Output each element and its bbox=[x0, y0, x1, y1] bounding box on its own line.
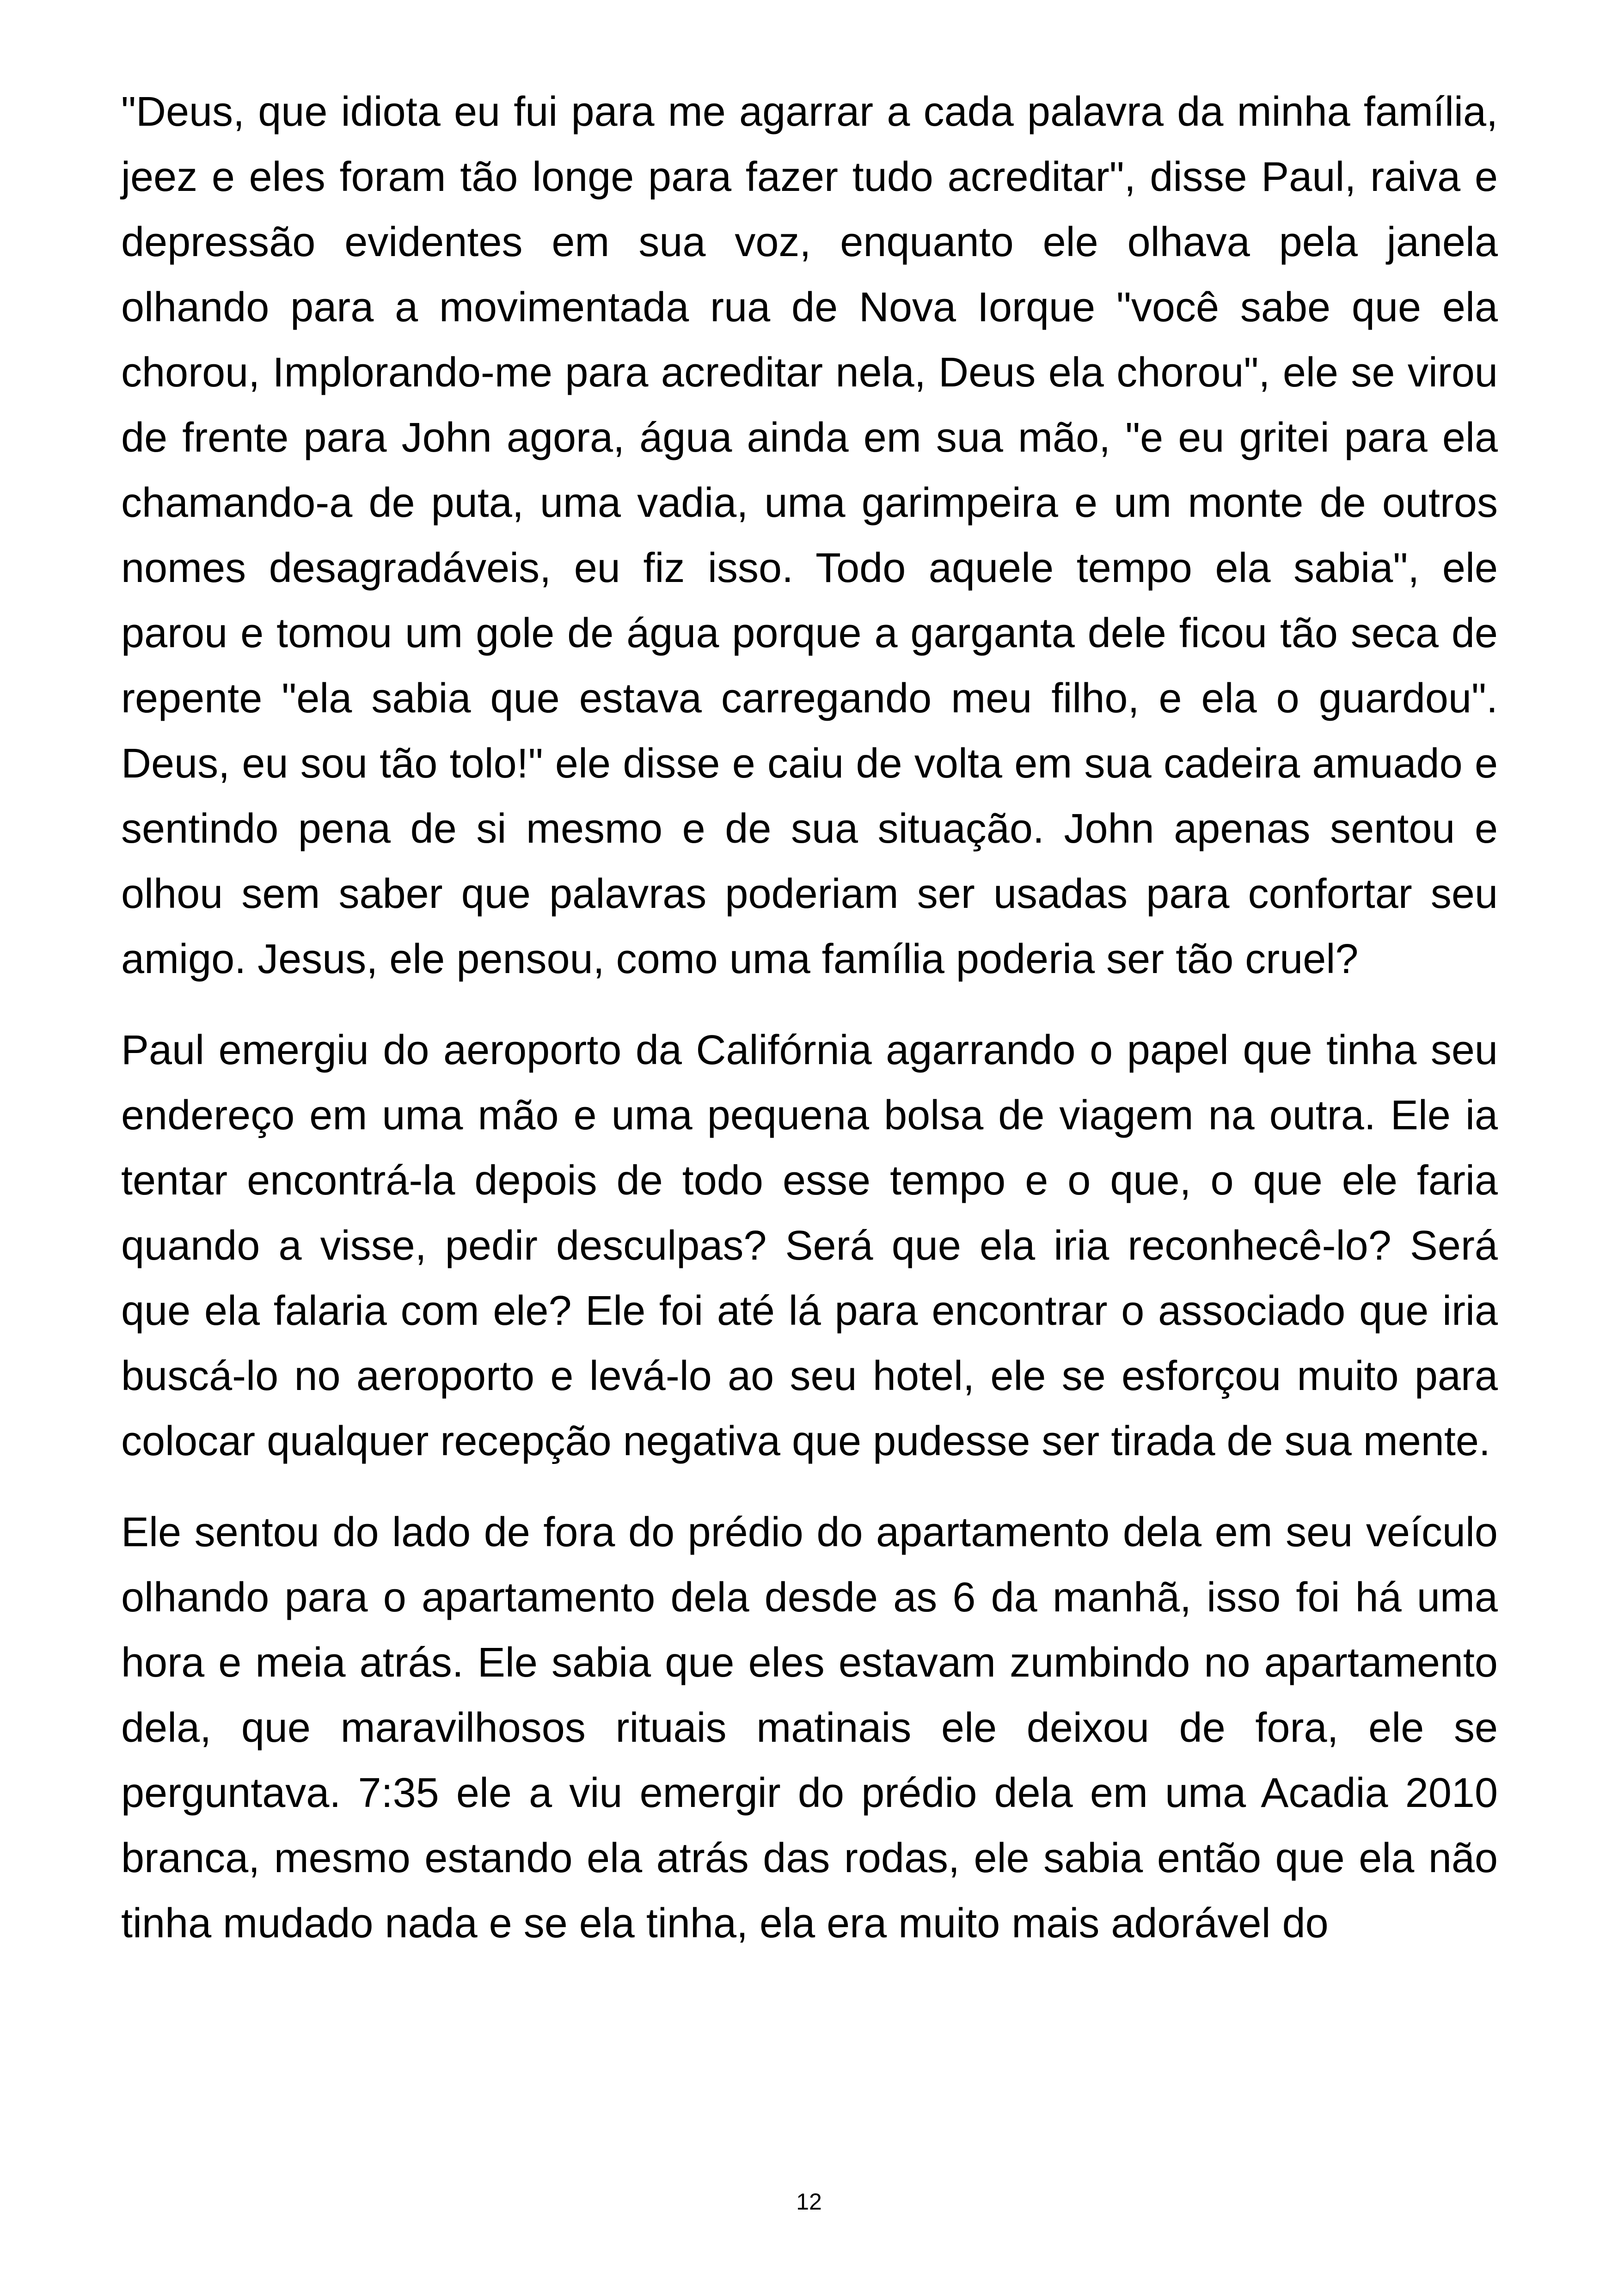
paragraph-1: "Deus, que idiota eu fui para me agarrar a cada palavra da minha família, jeez e eles foram tão longe para fazer tudo acreditar", disse Paul, raiva e depressão evidentes em sua voz, enquanto ele olhava pela janela olhando para a movimentada rua de Nova Iorque "você sabe que ela chorou, Implorando-me para acreditar nela, Deus ela chorou", ele se virou de frente para John agora, água ainda em sua mão, "e eu gritei para ela chamando-a de puta, uma vadia, uma garimpeira e um monte de outros nomes desagradáveis, eu fiz isso. Todo aquele tempo ela sabia", ele parou e tomou um gole de água porque a garganta dele ficou tão seca de repente "ela sabia que estava carregando meu filho, e ela o guardou". Deus, eu sou tão tolo!" ele disse e caiu de volta em sua cadeira amuado e sentindo pena de si mesmo e de sua situação. John apenas sentou e olhou sem saber que palavras poderiam ser usadas para confortar seu amigo. Jesus, ele pensou, como uma família poderia ser tão cruel? bbox=[121, 89, 1498, 982]
page-number: 12 bbox=[796, 2189, 822, 2215]
paragraph-3: Ele sentou do lado de fora do prédio do apartamento dela em seu veículo olhando para o apartamento dela desde as 6 da manhã, isso foi há uma hora e meia atrás. Ele sabia que eles estavam zumbindo no apartamento dela, que maravilhosos rituais matinais ele deixou de fora, ele se perguntava. 7:35 ele a viu emergir do prédio dela em uma Acadia 2010 branca, mesmo estando ela atrás das rodas, ele sabia então que ela não tinha mudado nada e se ela tinha, ela era muito mais adorável do bbox=[121, 1509, 1498, 1947]
paragraph-2: Paul emergiu do aeroporto da Califórnia agarrando o papel que tinha seu endereço em uma mão e uma pequena bolsa de viagem na outra. Ele ia tentar encontrá-la depois de todo esse tempo e o que, o que ele faria quando a visse, pedir desculpas? Será que ela iria reconhecê-lo? Será que ela falaria com ele? Ele foi até lá para encontrar o associado que iria buscá-lo no aeroporto e levá-lo ao seu hotel, ele se esforçou muito para colocar qualquer recepção negativa que pudesse ser tirada de sua mente. bbox=[121, 1027, 1498, 1464]
body-text bbox=[121, 80, 1498, 1982]
